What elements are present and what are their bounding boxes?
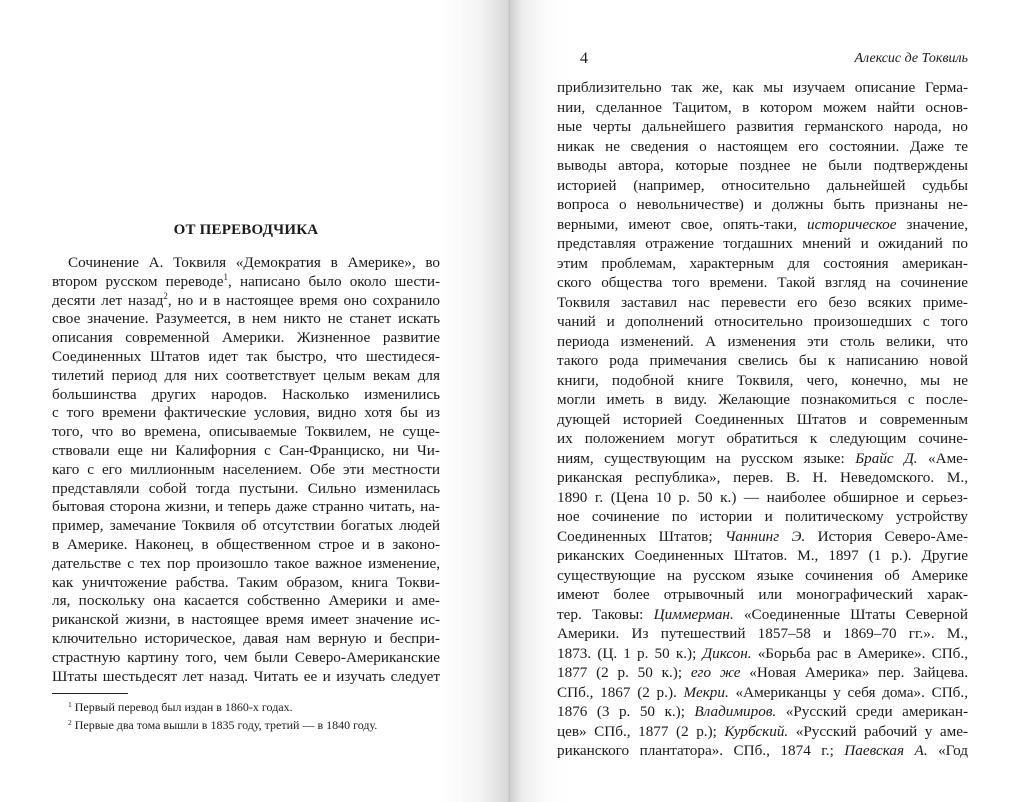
- page-number: 4: [580, 50, 588, 67]
- text-line: [52, 480, 440, 499]
- text-segment: того, что во времена, описываемые Токвилем, не суще-: [52, 423, 440, 441]
- text-segment: каго с его миллионным населением. Обе эти местности: [52, 460, 440, 478]
- footnote-ref: 1: [223, 271, 229, 282]
- text-line: [557, 663, 968, 683]
- right-body-text: [557, 78, 968, 761]
- text-segment: историей (например, относительно дальнейшей судьбы: [557, 176, 968, 194]
- text-segment: имеют более отрывочный или монографический харак-: [557, 586, 968, 603]
- running-head: Алексис де Токвиль: [854, 51, 968, 66]
- text-segment: , но и в настоящее время оно сохранило: [167, 291, 440, 309]
- text-line: [557, 273, 968, 293]
- text-line: [52, 498, 440, 517]
- text-segment: «Год: [927, 742, 969, 759]
- footnote-1: [68, 700, 293, 715]
- italic-text: Диксон.: [702, 644, 752, 662]
- text-segment: свое значение. Разумеется, в нем никто не станет искать: [52, 310, 440, 328]
- text-segment: ные черты дальнейшего развития германского народа, но: [557, 118, 968, 135]
- text-line: [557, 566, 968, 586]
- text-line: [557, 527, 968, 547]
- text-segment: значение,: [896, 215, 968, 233]
- text-segment: нии, сделанное Тацитом, в котором можем найти основ-: [557, 98, 968, 116]
- text-line: [557, 293, 968, 313]
- text-segment: бытовая сторона жизни, и теперь даже странно читать, на-: [52, 498, 440, 516]
- text-line: [52, 348, 440, 367]
- text-segment: «Соединенные Штаты Северной: [733, 605, 968, 623]
- text-line: [557, 390, 968, 410]
- text-segment: существующие на русском языке сочинения об Америке: [557, 566, 968, 584]
- text-segment: выводы автора, которые позднее не были подтверждены: [557, 157, 968, 174]
- italic-text: историческое: [807, 215, 897, 233]
- text-segment: страстную картину того, чем были Северо-Американские: [52, 648, 440, 666]
- footnote-mark: 1: [68, 700, 72, 709]
- text-segment: дательстве с тех пор произошло такое важное изменение,: [52, 554, 440, 572]
- text-segment: их положением могут обратиться к следующим сочине-: [557, 430, 968, 447]
- text-line: [557, 117, 968, 137]
- italic-text: его же: [690, 664, 741, 681]
- text-segment: ключительно историческое, давая нам верную и беспри-: [52, 629, 440, 647]
- italic-text: Чаннинг Э.: [724, 527, 806, 545]
- text-segment: «Аме-: [917, 449, 968, 467]
- text-segment: 1890 г. (Цена 10 р. 50 к.) — наиболее обширное и серьез-: [557, 488, 968, 506]
- footnote-mark: 2: [68, 718, 72, 727]
- text-segment: ствовали еще ни Калифорния с Сан-Франциско, ни Чи-: [52, 441, 440, 459]
- italic-text: Владимиров.: [694, 703, 777, 720]
- text-line: [557, 351, 968, 371]
- text-segment: «Американцы у себя дома». СПб.,: [728, 683, 968, 701]
- footnote-2: [68, 718, 377, 733]
- text-segment: 1873. (Ц. 1 р. 50 к.);: [557, 644, 703, 662]
- text-segment: пример, замечание Токвиля об отсутствии богатых людей: [52, 517, 440, 535]
- text-segment: десяти лет назад: [52, 291, 164, 309]
- text-segment: этим проблемам, характерным для состояния американ-: [557, 254, 968, 272]
- text-line: [557, 410, 968, 430]
- text-line: [557, 507, 968, 527]
- text-segment: риканская республика», перев. В. Н. Неведомского. М.,: [557, 469, 968, 486]
- text-segment: описания современной Америки. Жизненное развитие: [52, 329, 440, 347]
- text-line: [557, 585, 968, 605]
- text-line: [52, 555, 440, 574]
- text-line: [557, 156, 968, 176]
- text-line: [52, 536, 440, 555]
- text-segment: «Русский среди американ-: [776, 703, 969, 720]
- text-segment: книги, подобной книге Токвиля, чего, конечно, мы не: [557, 371, 968, 389]
- text-line: [557, 488, 968, 508]
- text-segment: тер. Таковы:: [557, 605, 654, 623]
- footnote-rule: [52, 693, 128, 694]
- text-segment: риканских Соединенных Штатов. М., 1897 (1 р.). Другие: [557, 547, 968, 564]
- text-line: [52, 273, 440, 292]
- footnote-ref: 2: [163, 290, 168, 301]
- text-line: [52, 254, 440, 273]
- text-segment: дующей историей Соединенных Штатов и современным: [557, 410, 968, 428]
- text-line: [52, 461, 440, 480]
- text-line: [52, 386, 440, 405]
- text-segment: могли иметь в виду. Желающие познакомиться с после-: [557, 391, 968, 408]
- text-segment: такого рода примечания свелись бы к написанию новой: [557, 352, 968, 369]
- text-line: [557, 546, 968, 566]
- text-line: [557, 468, 968, 488]
- text-line: [557, 176, 968, 196]
- text-segment: Штаты шестьдесят лет назад. Читать ее и изучать следует: [52, 667, 440, 685]
- text-segment: Соединенных Штатов;: [557, 527, 725, 545]
- text-line: [557, 98, 968, 118]
- italic-text: Брайс Д.: [855, 449, 918, 467]
- text-line: [52, 292, 440, 311]
- text-line: [557, 195, 968, 215]
- text-line: [52, 668, 440, 687]
- text-line: [557, 137, 968, 157]
- text-line: [557, 605, 968, 625]
- text-line: [52, 649, 440, 668]
- text-segment: ля, поскольку она касается собственно Америки и аме-: [52, 592, 440, 610]
- footnote-text: Первый перевод был издан в 1860-х годах.: [74, 700, 293, 714]
- text-line: [557, 644, 968, 664]
- text-line: [52, 630, 440, 649]
- text-segment: никак не сведения о настоящем его состоянии. Даже те: [557, 137, 968, 155]
- italic-text: Курбский.: [724, 722, 789, 740]
- text-line: [557, 234, 968, 254]
- text-line: [52, 574, 440, 593]
- chapter-title: ОТ ПЕРЕВОДЧИКА: [173, 222, 319, 238]
- text-line: [557, 332, 968, 352]
- text-segment: Соединенных Штатов идет так быстро, что шестидеся-: [52, 347, 440, 365]
- footnote-text: Первые два тома вышли в 1835 году, третий — в 1840 году.: [74, 718, 378, 732]
- text-line: [557, 624, 968, 644]
- text-segment: втором русском переводе: [52, 272, 224, 290]
- text-line: [52, 592, 440, 611]
- text-segment: СПб., 1867 (2 р.).: [557, 683, 684, 701]
- text-line: [557, 254, 968, 274]
- text-line: [52, 329, 440, 348]
- italic-text: Паевская А.: [844, 742, 928, 759]
- left-page: [0, 0, 510, 802]
- text-segment: верными, имеют свое, опять-таки,: [557, 215, 808, 233]
- text-segment: представляя отражение тогдашних мнений и ожиданий по: [557, 235, 968, 252]
- italic-text: Циммерман.: [653, 605, 734, 623]
- text-line: [557, 449, 968, 469]
- text-line: [557, 702, 968, 722]
- text-segment: представляли собой тогда пустыни. Сильно изменилась: [52, 479, 440, 497]
- right-page: [510, 0, 1021, 802]
- text-segment: в Америке. Наконец, в общественном строе и в законо-: [52, 535, 440, 553]
- text-segment: риканского плантатора». СПб., 1874 г.;: [557, 742, 845, 759]
- text-segment: ниям, существующим на русском языке:: [557, 449, 856, 467]
- text-segment: ского общества того времени. Такой взгляд на сочинение: [557, 274, 968, 291]
- text-segment: большинства других народов. Насколько изменились: [52, 385, 440, 403]
- text-segment: 1876 (3 р. 50 к.);: [557, 703, 695, 720]
- text-line: [52, 310, 440, 329]
- text-line: [52, 367, 440, 386]
- text-segment: «Борьба рас в Америке». СПб.,: [751, 644, 968, 662]
- text-line: [557, 371, 968, 391]
- text-segment: Сочинение А. Токвиля «Демократия в Америке», во: [68, 254, 440, 271]
- text-segment: «Русский рабочий у аме-: [788, 722, 968, 740]
- text-segment: цев» СПб., 1877 (2 р.);: [557, 722, 725, 740]
- text-line: [52, 423, 440, 442]
- text-line: [557, 429, 968, 449]
- text-segment: вопроса о невольничестве) и должны быть признаны не-: [557, 196, 968, 213]
- text-segment: с того времени фактические условия, видно хотя бы из: [52, 404, 440, 422]
- text-line: [557, 683, 968, 703]
- text-segment: «Новая Америка» пер. Зайцева.: [740, 664, 968, 681]
- left-body-text: [52, 254, 440, 686]
- text-line: [557, 741, 968, 761]
- text-segment: История Северо-Аме-: [805, 527, 969, 545]
- text-segment: , написано было около шести-: [228, 272, 441, 290]
- italic-text: Мекри.: [683, 683, 729, 701]
- text-line: [52, 517, 440, 536]
- text-segment: как уничтожение рабства. Таким образом, книга Токви-: [52, 573, 440, 591]
- text-line: [557, 722, 968, 742]
- text-segment: Америки. Из путешествий 1857–58 и 1869–70 гг.». М.,: [557, 625, 968, 642]
- text-segment: риканской жизни, в настоящее время имеет значение ис-: [52, 611, 440, 629]
- text-line: [557, 215, 968, 235]
- text-line: [52, 611, 440, 630]
- text-line: [52, 404, 440, 423]
- text-segment: ное сочинение по истории и политическому устройству: [557, 508, 968, 525]
- text-line: [557, 78, 968, 98]
- text-line: [557, 312, 968, 332]
- text-segment: Токвиля заставил нас перевести его безо всяких приме-: [557, 293, 968, 311]
- text-segment: периода изменений. А изменения эти столь велики, что: [557, 332, 968, 350]
- text-segment: приблизительно так же, как мы изучаем описание Герма-: [557, 79, 968, 96]
- text-line: [52, 442, 440, 461]
- text-segment: чаний и дополнений относительно произошедших с того: [557, 313, 968, 330]
- text-segment: тилетий период для них соответствует целым векам для: [52, 366, 440, 384]
- text-segment: 1877 (2 р. 50 к.);: [557, 664, 691, 681]
